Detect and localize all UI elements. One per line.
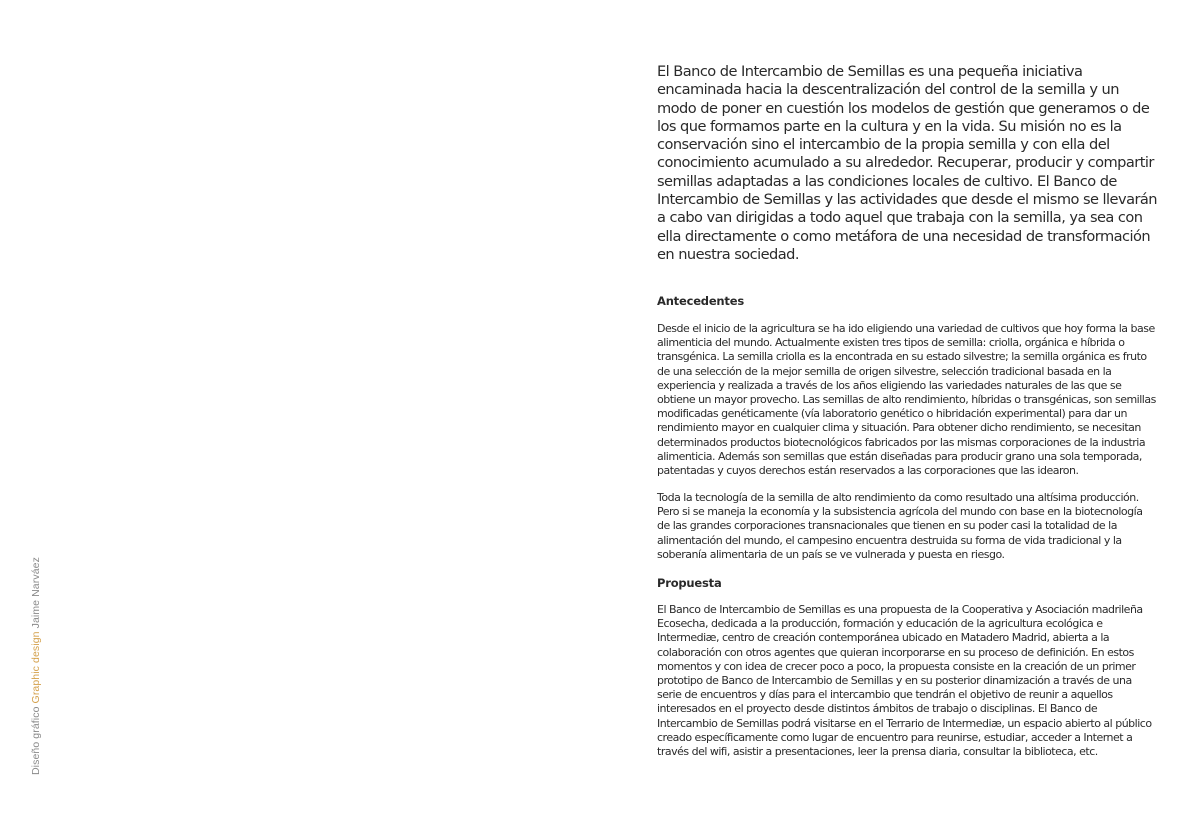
designer-credit [30, 557, 42, 775]
antecedentes-paragraph-1: Desde el inicio de la agricultura se ha ido eligiendo una variedad de cultivos que hoy forma la base alimenticia del mundo. Actualmente existen tres tipos de semilla: criolla, orgánica e híbrida o transgénica. La semilla criolla es la encontrada en su estado silvestre; la semilla orgánica es fruto de una selección de la mejor semilla de origen silvestre, selección tradicional basada en la experiencia y realizada a través de los años eligiendo las variedades naturales de las que se obtiene un mayor provecho. Las semillas de alto rendimiento, híbridas o transgénicas, son semillas modificadas genéticamente (vía laboratorio genético o hibridación experimental) para dar un rendimiento mayor en cualquier clima y situación. Para obtener dicho rendimiento, se necesitan determinados productos biotecnológicos fabricados por las mismas corporaciones de la industria alimenticia. Además son semillas que están diseñadas para producir grano una sola temporada, patentadas y cuyos derechos están reservados a las corporaciones que las idearon. [657, 322, 1156, 478]
credit-role: Graphic design [30, 631, 42, 704]
credit-name: Jaime Narváez [30, 557, 42, 632]
intro-paragraph: El Banco de Intercambio de Semillas es una pequeña iniciativa encaminada hacia la descentralización del control de la semilla y un modo de poner en cuestión los modelos de gestión que generamos o de los que formamos parte en la cultura y en la vida. Su misión no es la conservación sino el intercambio de la propia semilla y con ella del conocimiento acumulado a su alrededor. Recuperar, producir y compartir semillas adaptadas a las condiciones locales de cultivo. El Banco de Intercambio de Semillas y las actividades que desde el mismo se llevarán a cabo van dirigidas a todo aquel que trabaja con la semilla, ya sea con ella directamente o como metáfora de una necesidad de transformación en nuestra sociedad. [657, 63, 1157, 263]
credit-prefix: Diseño gráfico [30, 703, 42, 775]
propuesta-paragraph-1: El Banco de Intercambio de Semillas es una propuesta de la Cooperativa y Asociación madrileña Ecosecha, dedicada a la producción, formación y educación de la agricultura ecológica e Intermediæ, centro de creación contemporánea ubicado en Matadero Madrid, abierta a la colaboración con otros agentes que quieran incorporarse en su proceso de definición. En estos momentos y con idea de crecer poco a poco, la propuesta consiste en la creación de un primer prototipo de Banco de Intercambio de Semillas y en su posterior dinamización a través de una serie de encuentros y días para el intercambio que tendrán el objetivo de reunir a aquellos interesados en el proyecto desde distintos ámbitos de trabajo o disciplinas. El Banco de Intercambio de Semillas podrá visitarse en el Terrario de Intermediæ, un espacio abierto al público creado específicamente como lugar de encuentro para reunirse, estudiar, acceder a Internet a través del wifi, asistir a presentaciones, leer la prensa diaria, consultar la biblioteca, etc. [657, 603, 1152, 759]
antecedentes-paragraph-2: Toda la tecnología de la semilla de alto rendimiento da como resultado una altísima producción. Pero si se maneja la economía y la subsistencia agrícola del mundo con base en la biotecnología de las grandes corporaciones transnacionales que tienen en su poder casi la totalidad de la alimentación del mundo, el campesino encuentra destruida su forma de vida tradicional y la soberanía alimentaria de un país se ve vulnerada y puesta en riesgo. [657, 491, 1143, 561]
propuesta-heading: Propuesta [657, 576, 722, 590]
antecedentes-heading: Antecedentes [657, 294, 744, 308]
